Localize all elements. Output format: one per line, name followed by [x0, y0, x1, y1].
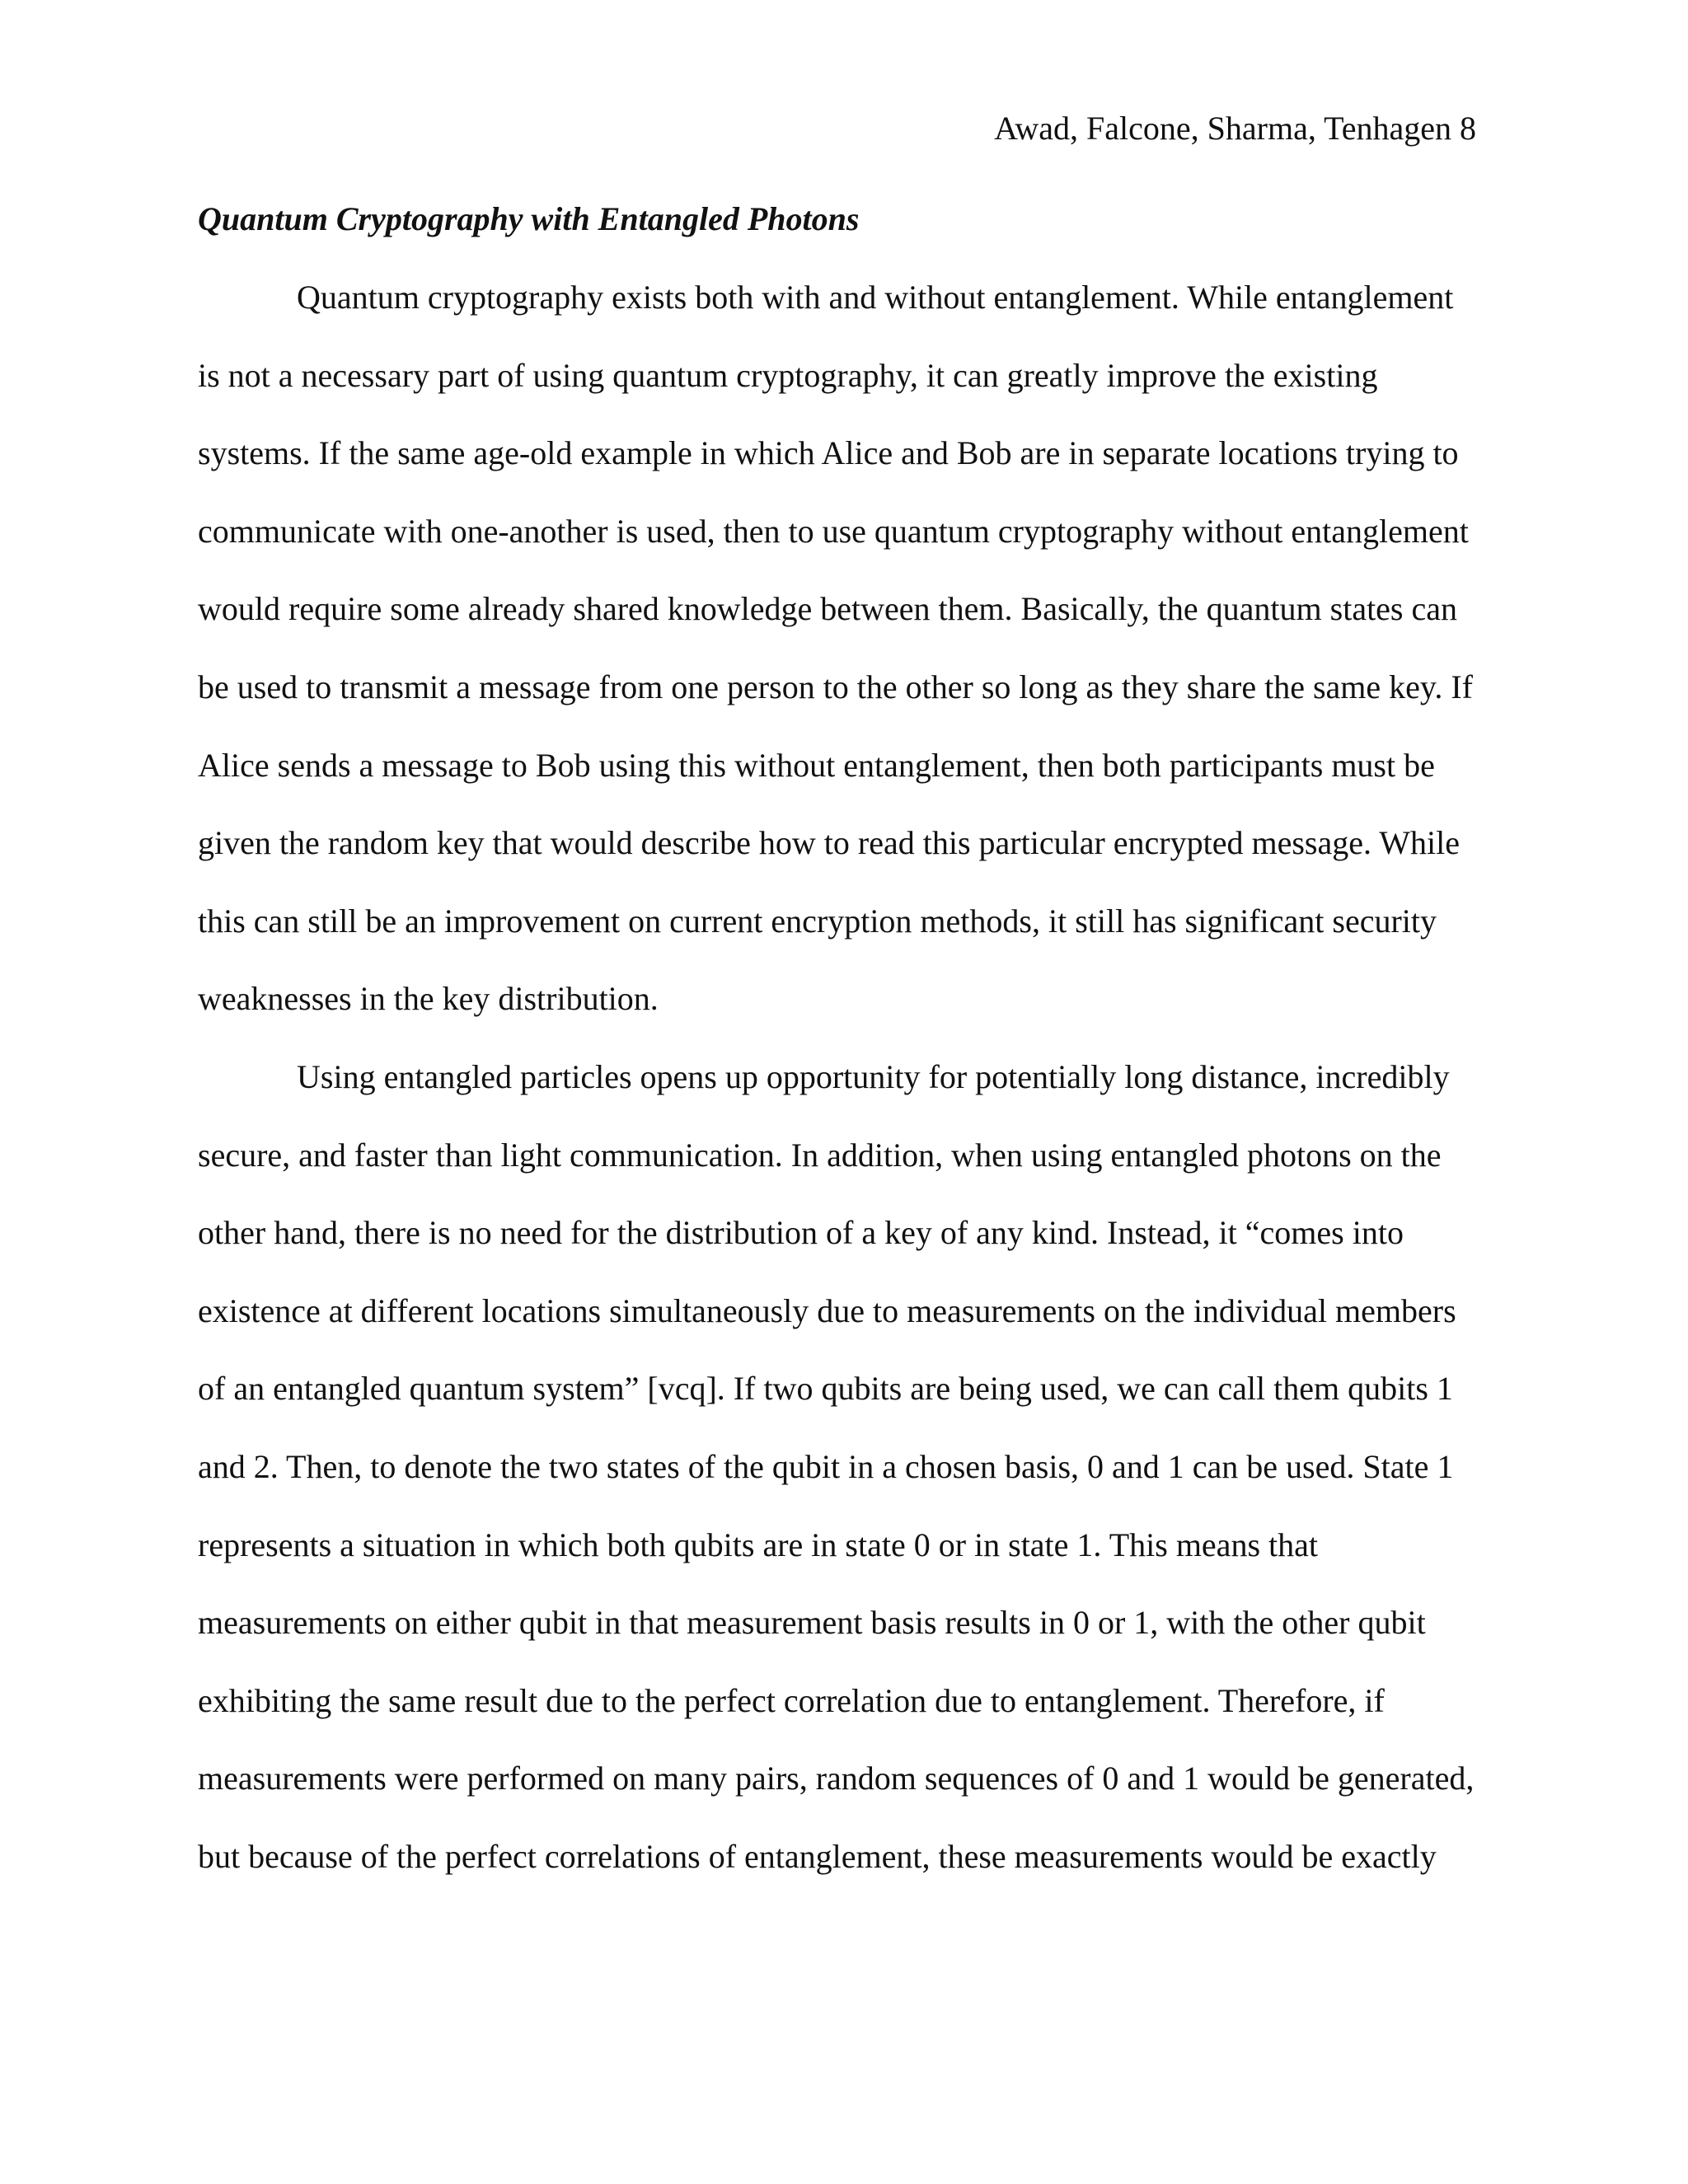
- text-line: exhibiting the same result due to the perfect correlation due to entanglement. Therefore, if: [198, 1681, 1385, 1719]
- text-line: measurements on either qubit in that measurement basis results in 0 or 1, with the other qubit: [198, 1604, 1426, 1642]
- paragraph-2: [198, 1054, 1484, 1880]
- text-line: represents a situation in which both qubits are in state 0 or in state 1. This means that: [198, 1526, 1318, 1563]
- text-line: be used to transmit a message from one person to the other so long as they share the same key. If: [198, 668, 1473, 705]
- body-text: [198, 196, 1484, 1911]
- text-line: and 2. Then, to denote the two states of the qubit in a chosen basis, 0 and 1 can be used. State 1: [198, 1447, 1454, 1485]
- text-line: secure, and faster than light communication. In addition, when using entangled photons on the: [198, 1136, 1442, 1174]
- text-line: Alice sends a message to Bob using this without entanglement, then both participants must be: [198, 746, 1435, 784]
- text-line: but because of the perfect correlations of entanglement, these measurements would be exactly: [198, 1837, 1437, 1875]
- text-line: would require some already shared knowledge between them. Basically, the quantum states can: [198, 590, 1458, 628]
- text-line: communicate with one-another is used, then to use quantum cryptography without entanglement: [198, 512, 1469, 550]
- text-line: existence at different locations simultaneously due to measurements on the individual members: [198, 1291, 1456, 1329]
- text-line: measurements were performed on many pairs, random sequences of 0 and 1 would be generated,: [198, 1760, 1475, 1797]
- text-line: is not a necessary part of using quantum cryptography, it can greatly improve the existing: [198, 356, 1378, 394]
- text-line: given the random key that would describe how to read this particular encrypted message. While: [198, 824, 1460, 862]
- running-header: Awad, Falcone, Sharma, Tenhagen 8: [994, 110, 1476, 147]
- text-line: Quantum cryptography exists both with and without entanglement. While entanglement: [297, 279, 1454, 316]
- text-line: this can still be an improvement on current encryption methods, it still has significant security: [198, 902, 1437, 940]
- text-line: weaknesses in the key distribution.: [198, 980, 659, 1018]
- paragraph-1: [198, 274, 1484, 1022]
- text-line: of an entangled quantum system” [vcq]. If two qubits are being used, we can call them qubits 1: [198, 1370, 1453, 1408]
- text-line: Using entangled particles opens up opportunity for potentially long distance, incredibly: [297, 1057, 1450, 1095]
- text-line: other hand, there is no need for the distribution of a key of any kind. Instead, it “comes into: [198, 1214, 1404, 1252]
- text-line: systems. If the same age-old example in which Alice and Bob are in separate locations trying to: [198, 434, 1459, 472]
- section-heading: Quantum Cryptography with Entangled Photons: [198, 200, 860, 237]
